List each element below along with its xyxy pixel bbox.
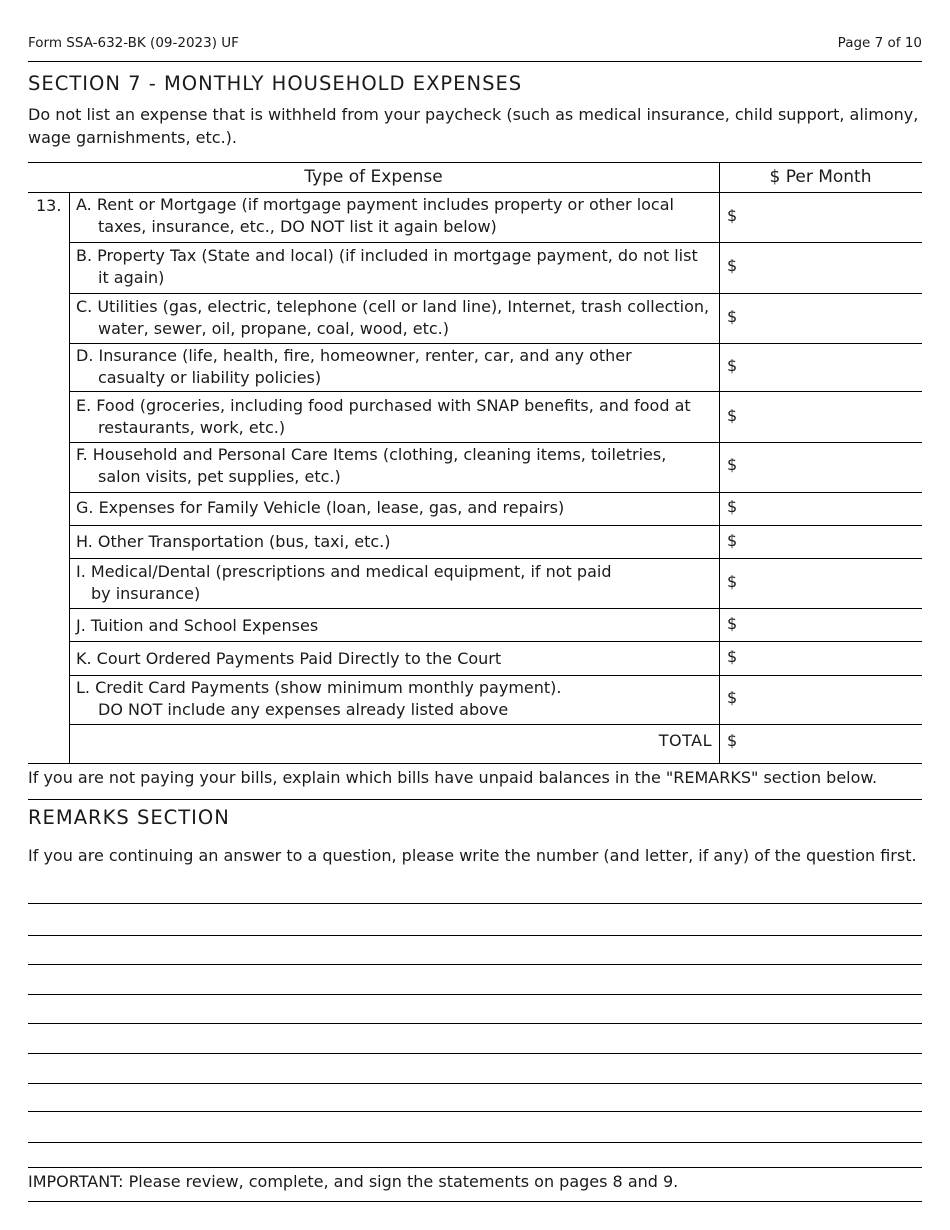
- remarks-instruction: If you are continuing an answer to a question, please write the number (and letter, if any) of the question first.: [28, 846, 917, 865]
- unpaid-bills-note: If you are not paying your bills, explain which bills have unpaid balances in the "REMARKS" section below.: [28, 768, 878, 787]
- expense-row-f: F. Household and Personal Care Items (clothing, cleaning items, toiletries, salon visits, pet supplies, etc.): [76, 445, 667, 486]
- amount-input-f[interactable]: $: [727, 455, 738, 474]
- amount-input-e[interactable]: $: [727, 406, 738, 425]
- section-title: SECTION 7 - MONTHLY HOUSEHOLD EXPENSES: [28, 72, 523, 95]
- amount-input-i[interactable]: $: [727, 572, 738, 591]
- column-header-type: Type of Expense: [304, 167, 443, 187]
- amount-input-j[interactable]: $: [727, 614, 738, 633]
- total-amount-input[interactable]: $: [727, 731, 738, 750]
- page-header: [28, 35, 922, 62]
- amount-input-d[interactable]: $: [727, 356, 738, 375]
- remarks-title: REMARKS SECTION: [28, 806, 230, 829]
- expense-row-i: I. Medical/Dental (prescriptions and medical equipment, if not paid by insurance): [76, 562, 612, 603]
- expense-row-l: L. Credit Card Payments (show minimum monthly payment). DO NOT include any expenses already listed above: [76, 678, 562, 719]
- page-number: Page 7 of 10: [837, 35, 922, 51]
- amount-input-k[interactable]: $: [727, 647, 738, 666]
- expense-row-c: C. Utilities (gas, electric, telephone (cell or land line), Internet, trash collection, water, sewer, oil, propane, coal, wood, etc.): [76, 297, 710, 338]
- amount-input-l[interactable]: $: [727, 688, 738, 707]
- expense-row-j: J. Tuition and School Expenses: [76, 616, 319, 635]
- amount-input-g[interactable]: $: [727, 497, 738, 516]
- amount-input-a[interactable]: $: [727, 206, 738, 225]
- expense-row-g: G. Expenses for Family Vehicle (loan, lease, gas, and repairs): [76, 498, 565, 517]
- expense-row-b: B. Property Tax (State and local) (if included in mortgage payment, do not list it again): [76, 246, 698, 287]
- expense-row-h: H. Other Transportation (bus, taxi, etc.): [76, 532, 391, 551]
- important-note: IMPORTANT: Please review, complete, and sign the statements on pages 8 and 9.: [28, 1172, 679, 1191]
- question-number: 13.: [36, 196, 62, 215]
- section-intro: Do not list an expense that is withheld from your paycheck (such as medical insurance, child support, alimony, wage garnishments, etc.).: [28, 105, 919, 147]
- expense-row-k: K. Court Ordered Payments Paid Directly to the Court: [76, 649, 502, 668]
- total-label: TOTAL: [658, 731, 712, 750]
- amount-input-c[interactable]: $: [727, 307, 738, 326]
- expense-row-d: D. Insurance (life, health, fire, homeowner, renter, car, and any other casualty or liability policies): [76, 346, 632, 387]
- amount-input-h[interactable]: $: [727, 531, 738, 550]
- expense-row-a: A. Rent or Mortgage (if mortgage payment includes property or other local taxes, insurance, etc., DO NOT list it again below): [76, 195, 674, 236]
- amount-input-b[interactable]: $: [727, 256, 738, 275]
- form-id: Form SSA-632-BK (09-2023) UF: [28, 35, 239, 51]
- expense-row-e: E. Food (groceries, including food purchased with SNAP benefits, and food at restaurants, work, etc.): [76, 396, 691, 437]
- column-header-amount: $ Per Month: [769, 167, 872, 187]
